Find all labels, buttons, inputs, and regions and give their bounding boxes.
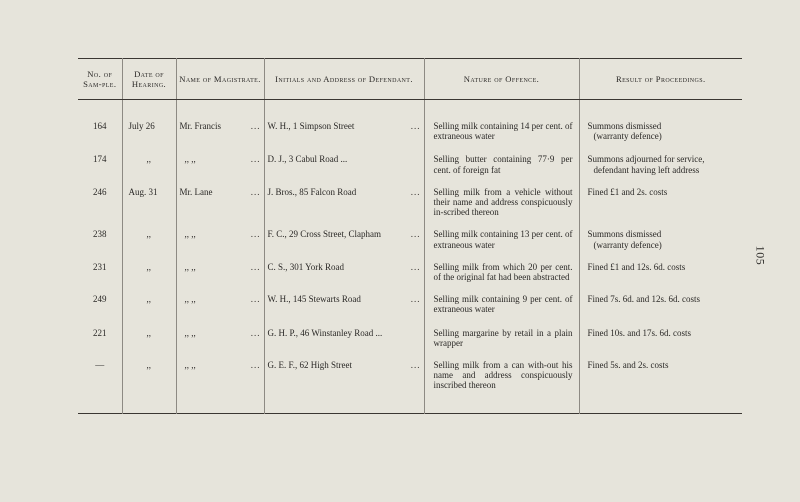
- cell-date: [122, 175, 176, 218]
- table-row: [78, 282, 742, 314]
- magistrate-name: ,, ,,: [184, 294, 196, 305]
- defendant-address: C. S., 301 York Road: [267, 261, 345, 272]
- sample-no: 238: [93, 229, 107, 240]
- sample-no: 164: [93, 121, 107, 131]
- hearing-date: July 26: [128, 121, 155, 131]
- defendant-address: D. J., 3 Cabul Road ...: [267, 154, 348, 165]
- defendant-address: G. H. P., 46 Winstanley Road ...: [267, 327, 383, 338]
- page-number: 105: [753, 245, 768, 266]
- result-line-1: Fined £1 and 12s. 6d. costs: [587, 261, 686, 272]
- cell-sample-no: [78, 175, 122, 218]
- cell-magistrate: [176, 315, 264, 348]
- defendant-address: F. C., 29 Cross Street, Clapham: [267, 229, 382, 240]
- hearing-date: Aug. 31: [128, 186, 158, 197]
- offence-text: Selling margarine by retail in a plain wrapper: [433, 327, 573, 348]
- cell-offence: [424, 348, 579, 413]
- hearing-date: ,,: [146, 327, 151, 338]
- cell-result: [579, 217, 742, 249]
- cell-date: [122, 282, 176, 314]
- cell-offence: [424, 100, 579, 142]
- header-sample-no: No. of Sam-ple.: [78, 59, 122, 100]
- header-magistrate: Name of Magistrate.: [176, 59, 264, 100]
- table-header-row: [78, 59, 742, 100]
- magistrate-name: ,, ,,: [184, 261, 196, 272]
- cell-offence: [424, 250, 579, 282]
- leader-dots: ...: [410, 186, 421, 197]
- magistrate-name: Mr. Francis: [179, 121, 221, 131]
- result-line-2: defendant having left address: [593, 164, 700, 175]
- offence-text: Selling milk containing 14 per cent. of extraneous water: [433, 121, 573, 142]
- cell-defendant: [264, 100, 424, 142]
- header-defendant: Initials and Address of Defendant.: [264, 59, 424, 100]
- magistrate-name: ,, ,,: [184, 229, 196, 240]
- offence-text: Selling milk from a vehicle without their name and address conspicuously in-scribed thereon: [433, 186, 573, 218]
- leader-dots: ...: [410, 360, 421, 371]
- magistrate-name: ,, ,,: [184, 360, 196, 371]
- cell-date: [122, 141, 176, 174]
- result-line-2: (warranty defence): [593, 239, 662, 250]
- cell-sample-no: [78, 141, 122, 174]
- table-row: [78, 217, 742, 249]
- leader-dots: ...: [250, 294, 261, 305]
- table-row: [78, 348, 742, 413]
- cell-defendant: [264, 282, 424, 314]
- cell-result: [579, 100, 742, 142]
- leader-dots: ...: [250, 154, 261, 165]
- sample-no: 249: [93, 294, 107, 305]
- cell-sample-no: [78, 315, 122, 348]
- hearing-date: ,,: [146, 294, 151, 305]
- cell-magistrate: [176, 175, 264, 218]
- cell-defendant: [264, 217, 424, 249]
- cell-sample-no: [78, 217, 122, 249]
- cell-defendant: [264, 315, 424, 348]
- leader-dots: ...: [410, 229, 421, 240]
- table-row: [78, 250, 742, 282]
- sample-no: 221: [93, 327, 107, 338]
- sample-no: 174: [93, 154, 107, 165]
- cell-result: [579, 348, 742, 413]
- cell-offence: [424, 141, 579, 174]
- leader-dots: ...: [250, 229, 261, 240]
- header-result-of-proceedings: Result of Proceedings.: [579, 59, 742, 100]
- cell-offence: [424, 315, 579, 348]
- cell-date: [122, 348, 176, 413]
- cell-date: [122, 250, 176, 282]
- cell-result: [579, 250, 742, 282]
- cell-result: [579, 175, 742, 218]
- offence-text: Selling milk from a can with-out his name and address conspicuously inscribed thereon: [433, 360, 573, 391]
- result-line-1: Summons dismissed: [587, 229, 662, 240]
- leader-dots: ...: [250, 186, 261, 197]
- result-line-2: (warranty defence): [593, 131, 662, 142]
- defendant-address: W. H., 145 Stewarts Road: [267, 294, 361, 305]
- cell-date: [122, 217, 176, 249]
- cell-magistrate: [176, 217, 264, 249]
- leader-dots: ...: [250, 261, 261, 272]
- offence-text: Selling butter containing 77·9 per cent. of foreign fat: [433, 154, 573, 175]
- cell-magistrate: [176, 282, 264, 314]
- hearing-date: ,,: [146, 261, 151, 272]
- cell-date: [122, 315, 176, 348]
- offence-text: Selling milk containing 13 per cent. of extraneous water: [433, 229, 573, 250]
- cell-offence: [424, 217, 579, 249]
- leader-dots: ...: [250, 327, 261, 338]
- leader-dots: ...: [250, 360, 261, 371]
- header-date-of-hearing: Date of Hearing.: [122, 59, 176, 100]
- cell-sample-no: [78, 250, 122, 282]
- magistrate-name: Mr. Lane: [179, 186, 213, 197]
- cell-magistrate: [176, 250, 264, 282]
- cell-sample-no: [78, 100, 122, 142]
- cell-defendant: [264, 250, 424, 282]
- defendant-address: J. Bros., 85 Falcon Road: [267, 186, 357, 197]
- result-line-1: Fined 10s. and 17s. 6d. costs: [587, 327, 691, 338]
- cell-defendant: [264, 348, 424, 413]
- leader-dots: ...: [410, 121, 421, 131]
- magistrate-name: ,, ,,: [184, 154, 196, 165]
- defendant-address: G. E. F., 62 High Street: [267, 360, 353, 371]
- cell-result: [579, 141, 742, 174]
- cell-defendant: [264, 141, 424, 174]
- result-line-1: Summons dismissed: [587, 121, 662, 131]
- offence-text: Selling milk from which 20 per cent. of the original fat had been abstracted: [433, 261, 573, 283]
- table-body: [78, 100, 742, 414]
- result-line-1: Fined 5s. and 2s. costs: [587, 360, 669, 371]
- cell-result: [579, 282, 742, 314]
- hearing-date: ,,: [146, 229, 151, 240]
- result-line-1: Fined 7s. 6d. and 12s. 6d. costs: [587, 294, 700, 305]
- result-line-1: Fined £1 and 2s. costs: [587, 186, 668, 197]
- cell-magistrate: [176, 141, 264, 174]
- leader-dots: ...: [410, 294, 421, 305]
- leader-dots: ...: [410, 261, 421, 272]
- cell-sample-no: [78, 282, 122, 314]
- hearing-date: ,,: [146, 154, 151, 165]
- cell-result: [579, 315, 742, 348]
- hearing-date: ,,: [146, 360, 151, 371]
- table-row: [78, 141, 742, 174]
- header-nature-of-offence: Nature of Offence.: [424, 59, 579, 100]
- cell-date: [122, 100, 176, 142]
- table-row: [78, 175, 742, 218]
- table-row: [78, 315, 742, 348]
- prosecutions-table: [78, 58, 742, 414]
- leader-dots: ...: [250, 121, 261, 131]
- cell-offence: [424, 175, 579, 218]
- cell-sample-no: [78, 348, 122, 413]
- cell-magistrate: [176, 348, 264, 413]
- cell-magistrate: [176, 100, 264, 142]
- result-line-1: Summons adjourned for service,: [587, 154, 705, 165]
- sample-no: 231: [93, 261, 107, 272]
- offence-text: Selling milk containing 9 per cent. of extraneous water: [433, 294, 573, 315]
- table-row: [78, 100, 742, 142]
- magistrate-name: ,, ,,: [184, 327, 196, 338]
- cell-defendant: [264, 175, 424, 218]
- defendant-address: W. H., 1 Simpson Street: [267, 121, 355, 131]
- sample-no: —: [95, 360, 105, 371]
- cell-offence: [424, 282, 579, 314]
- sample-no: 246: [93, 186, 107, 197]
